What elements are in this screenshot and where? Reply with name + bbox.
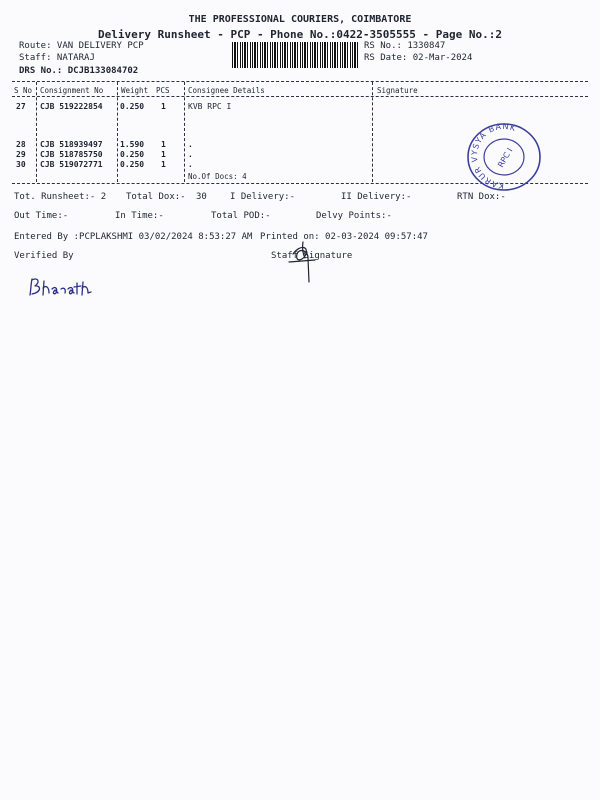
row-details: KVB RPC I (188, 102, 232, 111)
total-pod: Total POD:- (211, 211, 271, 221)
row-sno: 30 (16, 160, 26, 169)
row-details: . (188, 140, 193, 149)
row-details: . (188, 150, 193, 159)
total-dox-label: Total Dox:- (126, 192, 186, 202)
row-weight: 0.250 (120, 102, 145, 111)
out-time: Out Time:- (14, 211, 69, 221)
col-consignment: Consignment No (40, 86, 104, 95)
handwritten-staff-signature (275, 236, 325, 286)
row-weight: 0.250 (120, 160, 145, 169)
route-label: Route: VAN DELIVERY PCP (19, 41, 144, 51)
col-pcs: PCS (156, 86, 170, 95)
in-time: In Time:- (115, 211, 164, 221)
row-pcs: 1 (161, 140, 166, 149)
rs-number: RS No.: 1330847 (364, 41, 446, 51)
barcode (232, 42, 358, 68)
printed-on: Printed on: 02-03-2024 09:57:47 (260, 232, 428, 242)
table-top-rule (12, 81, 588, 82)
staff-signature-label: Staff Signature (271, 251, 353, 261)
row-consignment: CJB 519072771 (40, 160, 103, 169)
row-pcs: 1 (161, 102, 166, 111)
i-delivery: I Delivery:- (230, 192, 296, 202)
stamp-inner-text: RPC I (496, 146, 515, 170)
rs-date: RS Date: 02-Mar-2024 (364, 53, 473, 63)
drs-number: DRS No.: DCJB133084702 (19, 66, 139, 76)
total-dox-value: 30 (196, 192, 207, 202)
row-sno: 27 (16, 102, 26, 111)
col-sno: S No (14, 86, 33, 95)
stamp-outer-text: KARUR VYSYA BANK (469, 121, 518, 191)
no-of-docs: No.Of Docs: 4 (188, 172, 247, 181)
col-signature: Signature (377, 86, 418, 95)
entered-by: Entered By :PCPLAKSHMI 03/02/2024 8:53:27 AM (14, 232, 253, 242)
row-consignment: CJB 519222854 (40, 102, 103, 111)
row-pcs: 1 (161, 150, 166, 159)
row-consignment: CJB 518785750 (40, 150, 103, 159)
row-pcs: 1 (161, 160, 166, 169)
rtn-dox: RTN Dox:- (457, 192, 506, 202)
table-header-row (0, 86, 600, 96)
company-title: THE PROFESSIONAL COURIERS, COIMBATORE (188, 14, 412, 25)
col-consignee: Consignee Details (188, 86, 265, 95)
handwritten-verifier-signature (25, 275, 99, 305)
table-row (0, 102, 600, 112)
runsheet-subtitle: Delivery Runsheet - PCP - Phone No.:0422-3505555 - Page No.:2 (98, 28, 502, 41)
row-details: . (188, 160, 193, 169)
col-weight: Weight (121, 86, 149, 95)
ii-delivery: II Delivery:- (341, 192, 412, 202)
row-weight: 0.250 (120, 150, 145, 159)
tot-runsheet: Tot. Runsheet:- 2 (14, 192, 107, 202)
row-sno: 29 (16, 150, 26, 159)
bank-stamp (462, 119, 546, 195)
row-consignment: CJB 518939497 (40, 140, 103, 149)
table-header-rule (12, 96, 588, 97)
staff-label: Staff: NATARAJ (19, 53, 95, 63)
verified-by-label: Verified By (14, 251, 74, 261)
delvy-points: Delvy Points:- (316, 211, 392, 221)
row-sno: 28 (16, 140, 26, 149)
row-weight: 1.590 (120, 140, 145, 149)
